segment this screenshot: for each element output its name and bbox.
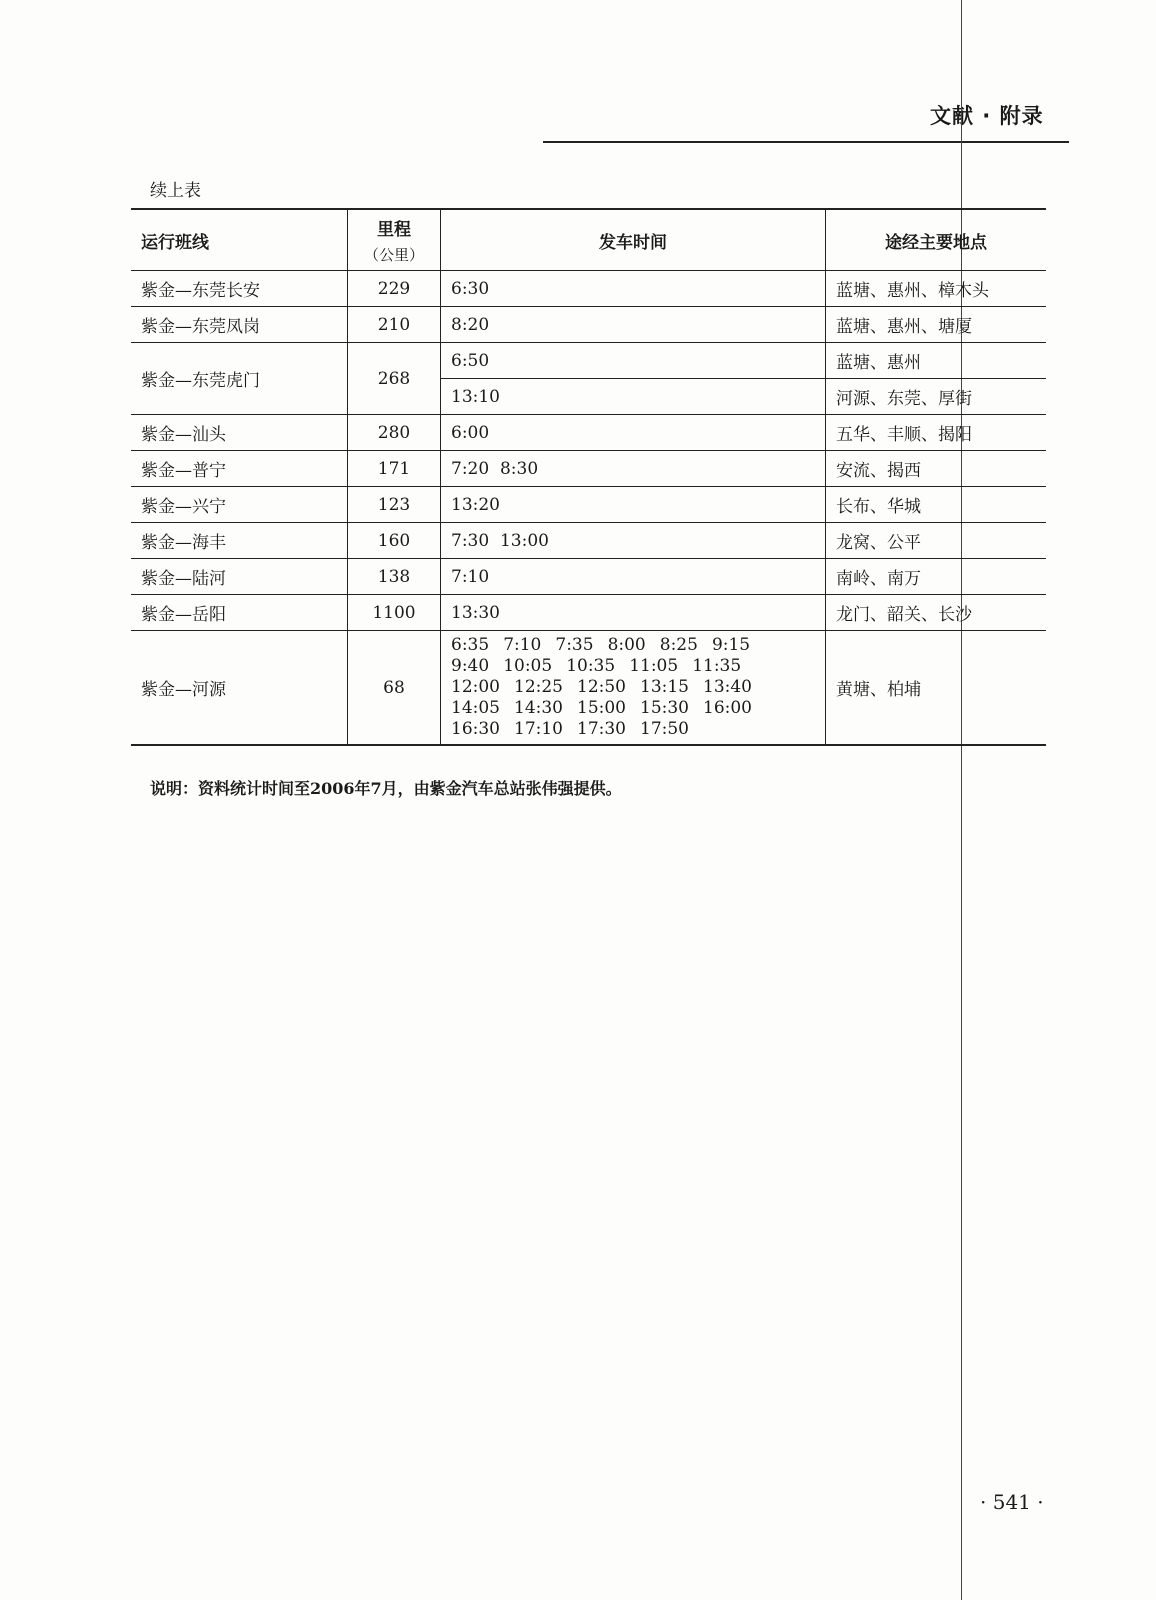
- header-distance-unit: （公里）: [363, 246, 424, 264]
- departure-time: 11:05: [629, 656, 679, 676]
- stops-cell: 河源、东莞、厚街: [826, 379, 1047, 415]
- stops-cell: 五华、丰顺、揭阳: [826, 415, 1047, 451]
- departure-time: 12:25: [514, 677, 563, 697]
- distance-cell: 68: [348, 631, 441, 746]
- distance-cell: 1100: [348, 595, 441, 631]
- departure-time: 16:00: [703, 698, 752, 718]
- header-route: 运行班线: [131, 209, 348, 271]
- route-cell: 紫金—汕头: [131, 415, 348, 451]
- departure-time: 17:10: [514, 719, 563, 739]
- distance-cell: 229: [348, 271, 441, 307]
- stops-cell: 安流、揭西: [826, 451, 1047, 487]
- times-cell: 7:10: [441, 559, 826, 595]
- table-caption: 续上表: [150, 181, 201, 201]
- departure-time: 17:30: [577, 719, 626, 739]
- stops-cell: 长布、华城: [826, 487, 1047, 523]
- departure-time: 7:10: [503, 635, 542, 655]
- stops-cell: 龙窝、公平: [826, 523, 1047, 559]
- departure-time: 17:50: [640, 719, 689, 739]
- departure-time: 14:05: [451, 698, 500, 718]
- stops-cell: 蓝塘、惠州、樟木头: [826, 271, 1047, 307]
- distance-cell: 160: [348, 523, 441, 559]
- times-cell: 6:00: [441, 415, 826, 451]
- table-row: [131, 271, 1046, 307]
- route-cell: 紫金—兴宁: [131, 487, 348, 523]
- times-cell: 13:20: [441, 487, 826, 523]
- table-row: [131, 415, 1046, 451]
- distance-cell: 123: [348, 487, 441, 523]
- departure-time: 16:30: [451, 719, 500, 739]
- route-cell: 紫金—河源: [131, 631, 348, 746]
- departure-time: 12:00: [451, 677, 500, 697]
- times-cell: 8:20: [441, 307, 826, 343]
- section-title: 文献 · 附录: [930, 104, 1044, 128]
- route-cell: 紫金—东莞长安: [131, 271, 348, 307]
- times-cell: 6:30: [441, 271, 826, 307]
- header-stops: 途经主要地点: [826, 209, 1047, 271]
- stops-cell: 黄塘、柏埔: [826, 631, 1047, 746]
- route-cell: 紫金—东莞虎门: [131, 343, 348, 415]
- time-line: [451, 635, 815, 656]
- table-header-row: [131, 209, 1046, 271]
- header-rule: [543, 141, 1069, 143]
- departure-time: 11:35: [692, 656, 742, 676]
- table-row: [131, 595, 1046, 631]
- table-row: [131, 487, 1046, 523]
- header-distance: [348, 209, 441, 271]
- distance-cell: 268: [348, 343, 441, 415]
- table-row: [131, 343, 1046, 379]
- times-cell: 7:20 8:30: [441, 451, 826, 487]
- page-number: · 541 ·: [980, 1490, 1044, 1514]
- stops-cell: 蓝塘、惠州、塘厦: [826, 307, 1047, 343]
- departure-times-grid: [451, 631, 815, 744]
- times-cell: 13:30: [441, 595, 826, 631]
- table-row: [131, 307, 1046, 343]
- times-cell: 7:30 13:00: [441, 523, 826, 559]
- route-cell: 紫金—岳阳: [131, 595, 348, 631]
- departure-time: 8:25: [659, 635, 698, 655]
- departure-time: 15:00: [577, 698, 626, 718]
- departure-time: 10:05: [503, 656, 553, 676]
- stops-cell: 蓝塘、惠州: [826, 343, 1047, 379]
- departure-time: 14:30: [514, 698, 563, 718]
- distance-cell: 280: [348, 415, 441, 451]
- route-cell: 紫金—东莞凤岗: [131, 307, 348, 343]
- time-line: [451, 719, 815, 740]
- departure-time: 9:40: [451, 656, 490, 676]
- table-row: [131, 451, 1046, 487]
- bus-schedule-table: [131, 208, 1046, 746]
- departure-time: 10:35: [566, 656, 616, 676]
- header-times: 发车时间: [441, 209, 826, 271]
- departure-time: 12:50: [577, 677, 626, 697]
- stops-cell: 南岭、南万: [826, 559, 1047, 595]
- departure-time: 13:40: [703, 677, 752, 697]
- times-cell: [441, 631, 826, 746]
- table-row: [131, 559, 1046, 595]
- times-cell: 13:10: [441, 379, 826, 415]
- departure-time: 7:35: [555, 635, 594, 655]
- departure-time: 9:15: [711, 635, 751, 655]
- distance-cell: 171: [348, 451, 441, 487]
- times-cell: 6:50: [441, 343, 826, 379]
- time-line: [451, 698, 815, 719]
- departure-time: 8:00: [607, 635, 646, 655]
- header-distance-label: 里程: [377, 220, 411, 240]
- route-cell: 紫金—海丰: [131, 523, 348, 559]
- departure-time: 6:35: [451, 635, 490, 655]
- departure-time: 13:15: [640, 677, 689, 697]
- departure-time: 15:30: [640, 698, 689, 718]
- table-row: [131, 523, 1046, 559]
- route-cell: 紫金—陆河: [131, 559, 348, 595]
- time-line: [451, 656, 815, 677]
- stops-cell: 龙门、韶关、长沙: [826, 595, 1047, 631]
- distance-cell: 210: [348, 307, 441, 343]
- route-cell: 紫金—普宁: [131, 451, 348, 487]
- time-line: [451, 677, 815, 698]
- distance-cell: 138: [348, 559, 441, 595]
- table-row: [131, 631, 1046, 746]
- table-footnote: 说明：资料统计时间至2006年7月，由紫金汽车总站张伟强提供。: [150, 779, 622, 798]
